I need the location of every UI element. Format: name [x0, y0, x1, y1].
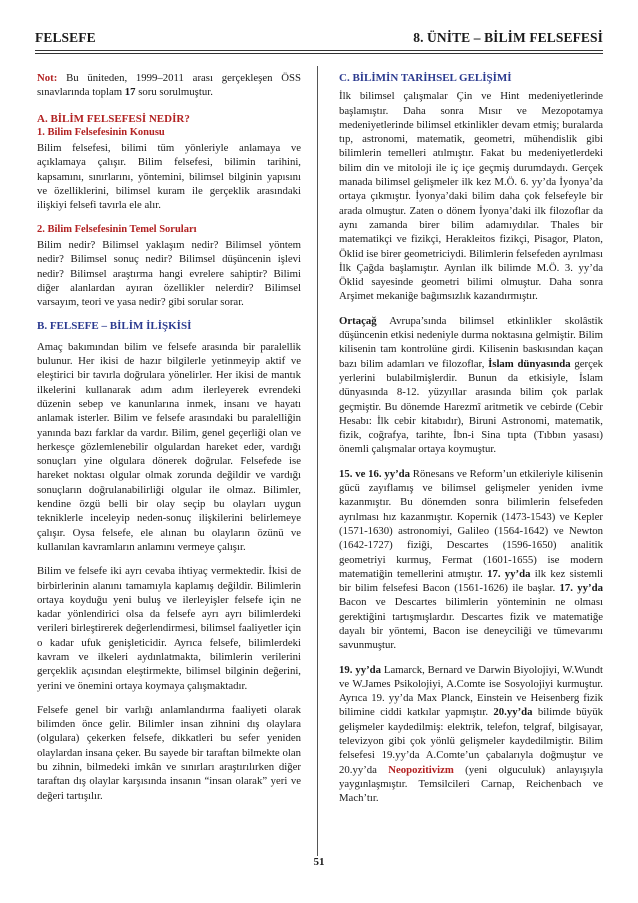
- century-19-text-3: (yeni olguculuk) anlayışıyla yaygınlaşmıştır. Temsilcileri Carnap, Reichenbach ve Mach’tır.: [339, 763, 603, 805]
- note-text-end: soru sorulmuştur.: [135, 86, 213, 99]
- section-c-title: C. BİLİMİN TARİHSEL GELİŞİMİ: [339, 72, 512, 84]
- section-b-paragraph-2: Bilim ve felsefe iki ayrı cevaba ihtiyaç vermektedir. İkisi de birbirlerinin alanını tamamıyla kaplamış değildir. Bilimlerin ortaya koyduğu yeni buluş ve ilerleyişler felsefe için ne kadar yönlendirici olsa da felsefe ayrı ayrı bilimlerdeki verileri birleştirerek değerlendirmesi, bilimsel faaliyetler için o kadar ufuk genişleticidir. Ayrıca felsefe, bilimlerdeki kavram ve ilkeleri aydınlatmakta, bilimlerin verilerini gerçeklik açısından eleştirmekte, bilimsel bilginin değerini, yerini ve önemini ortaya koymaya çalışmaktadır.: [37, 565, 301, 692]
- note-label: Not:: [37, 72, 58, 84]
- renaissance-paragraph: [339, 467, 603, 653]
- note-paragraph: [37, 71, 301, 100]
- century-17-emphasis-1: 17. yy’da: [487, 567, 531, 580]
- century-20-emphasis: 20.yy’da: [493, 706, 533, 719]
- subsection-2-text: Bilim nedir? Bilimsel yaklaşım nedir? Bilimsel yöntem nedir? Bilimsel sonuç nedir? Bilimsel düşüncenin işlevi nedir? Bilimsel araştırma hangi evrelere sahiptir? Bilimi diğer alanlardan ayıran özellikler nelerdir? Bilimsel varsayım, teori ve yasa nedir? gibi sorular sorar.: [37, 238, 301, 309]
- islam-world-emphasis: İslam dünyasında: [488, 357, 571, 370]
- century-17-emphasis-2: 17. yy’da: [559, 582, 603, 595]
- section-b-title: B. FELSEFE – BİLİM İLİŞKİSİ: [37, 320, 192, 333]
- section-b-paragraph-3: Felsefe genel bir varlığı anlamlandırma faaliyeti olarak bilimden önce gelir. Bilimler insan zihnini dış olaylara (olgulara) çekerken felsefe, dikkatleri bu sefer yeniden olaylardan insana çeker. Bu sayede bir taraftan bilmekte olan bu zihnin, bilmedeki imkân ve sınırları araştırılırken diğer taraftan dış olaylar karşısında insanın “insan olarak” yeri ve değeri tartışılır.: [37, 703, 301, 802]
- section-b-paragraph-1: Amaç bakımından bilim ve felsefe arasında bir paralellik bulunur. Her ikisi de hazır bilgilerle yetinmeyip aktif ve eleştirici bir tavırla doğrulara yönelirler. Her ikisi de mantık ilkelerini kullanarak adım adım ilerleyerek evrendeki düzenin sebep ve kanunlarına inmek, insanı ve hayatı anlamak isterler. Bilim ve felsefe arasındaki bu paralelliğin yanında bazı farklar da vardır. Bilim, genel geçerliği olan ve herkesçe gözlemlenebilir olgulardan hareket eder, vardığı sonuçları yine olgulara dönerek doğrular. Felsefede ise hareket noktası olgular olmak zorunda değildir ve vardığı sonuçların doğrulanabilirliği olgular ile olmaz. Bilimler, kendine özgü belli bir olay seçip bu olayları uygun tekniklerle inceleyip neden-sonuç ilişkilerini belirlemeye çalışır. Oysa felsefe, ele alınan bu olayların özünü ve kullanılan kavramların anlamını vermeye çalışır.: [37, 340, 301, 553]
- section-c-paragraph-1: İlk bilimsel çalışmalar Çin ve Hint medeniyetlerinde başlamıştır. Daha sonra Mısır ve Mezopotamya medeniyetlerinde bilimsel etkinlikler devam etmiş; buralarda tıp, astronomi, matematik, geometri, mühendislik gibi bilimlerin temelleri atılmıştır. Fakat bu medeniyetlerdeki bilim din ve mitoloji ile iç içe geçmiş durumdaydı. Gerçek manada bilimsel gelişmeler ilk kez M.Ö. 6. yy’da İyonya’da ortaya çıkmıştır. İyonya’daki bilim daha çok felsefeyle bir arada olmuştur. Zaten o dönem İyonya’daki ilk filozoflar da aynı zamanda birer bilim adamıydılar. Thales bir matematikçi ve fizikçi, Herakleitos fizikçi, Pisagor, Platon, Öklid ise birer geometriciydi. Bilimlerin felsefeden ayrılması İlk Çağda başlamıştır. Ayrılan ilk bilimde M.Ö. 3. yy’da Öklid sayesinde geometri bilimi olmuştur. Daha sonra Arşimet mekaniğe bağımsızlık kazandırmıştır.: [339, 90, 603, 303]
- column-divider: [317, 66, 318, 856]
- header-left: FELSEFE: [35, 30, 96, 45]
- subsection-1-text: Bilim felsefesi, bilimi tüm yönleriyle anlamaya ve açıklamaya çalışır. Bilim felsefesi, bilimin tarihini, kapsamını, sınırlarını, yöntemini, bilimsel bilginin yapısını ve özelliklerini, bilimsel kuram ile gerçeklik arasındaki ilişkiyi felsefi tavırla ele alır.: [37, 142, 301, 212]
- page-header: [35, 30, 603, 46]
- century-19-lead: 19. yy’da: [339, 663, 382, 676]
- right-column: [339, 71, 603, 816]
- section-a-title: A. BİLİM FELSEFESİ NEDİR?: [37, 112, 190, 125]
- page-number: 51: [313, 856, 325, 868]
- middle-ages-paragraph: [339, 314, 603, 457]
- header-rule-thick: [35, 50, 603, 51]
- middle-ages-text-1: Avrupa’sında bilimsel etkinlikler skolâstik düşüncenin etkisi nedeniyle durma noktasına gelmiştir. Bilim kilisenin tam kontrolüne girdi. Kilisenin baskısından kaçan bazı bilim adamları ve filozoflar,: [339, 314, 603, 370]
- renaissance-text-2: ilk kez sistemli bir bilim felsefesi Bacon (1561-1626) ile başlar.: [339, 567, 603, 595]
- century-19-text-1: Lamarck, Bernard ve Darwin Biyolojiyi, W.Wundt ve W.James Psikolojiyi, A.Comte ise Sosyolojiyi kurmuştur. Ayrıca 19. yy’da Max Planck, Einstein ve Heisenberg fizik bilimine ciddi katkılar yapmıştır.: [339, 663, 603, 719]
- renaissance-text-1: Rönesans ve Reform’un etkileriyle kilisenin gücü zayıflamış ve bilimsel gelişmeler yeniden ivme kazanmıştır. Bu dönemden sonra bilimlerin felsefeden ayrılması hız kazanmıştır. Kopernik (1473-1543) ve Kepler (1571-1630) astronomiyi, Galileo (1564-1642) ve Newton (1642-1727) fiziği, Descartes (1596-1650) analitik geometriyi kurmuş, Fermat (1601-1655) ise modern matematiğin temellerini atmıştır.: [339, 467, 603, 580]
- header-right: 8. ÜNİTE – BİLİM FELSEFESİ: [413, 30, 603, 45]
- century-19-text-2: bilimde büyük gelişmeler kaydedilmiş: elektrik, telefon, telgraf, bilgisayar, televizyon gibi çok yönlü gelişmeler kaydedilmiştir. Bilim felsefesi 19.yy’da A.Comte’un çabalarıyla doğmuştur ve 20.yy’da: [339, 706, 603, 776]
- century-19-paragraph: [339, 663, 603, 806]
- left-column: [37, 71, 301, 813]
- middle-ages-text-2: gerçek yerlerini bulabilmişlerdir. Bunun da etkisiyle, İslam dünyasında 8-12. yüzyıllar arasında bilim çok parlak geçmiştir. Bu dönemde Harezmî aritmetik ve cebirde (Cebir Hesabı: İlk cebir kitabıdır), Biruni Astronomi, matematik, fizik, coğrafya, tarihte, İbn-i Sina tıpta (Tıbbın yasası) önemli çalışmalar ortaya koymuştur.: [339, 357, 603, 456]
- neopositivism-emphasis: Neopozitivizm: [388, 763, 454, 776]
- note-count: 17: [124, 86, 136, 99]
- middle-ages-lead: Ortaçağ: [339, 314, 377, 327]
- header-rule-thin: [35, 53, 603, 54]
- subsection-1-title: 1. Bilim Felsefesinin Konusu: [37, 126, 165, 138]
- subsection-2-title: 2. Bilim Felsefesinin Temel Soruları: [37, 223, 197, 235]
- renaissance-lead: 15. ve 16. yy’da: [339, 467, 411, 480]
- renaissance-text-3: Bacon ve Descartes bilimlerin yönteminin ne olması gerektiğini tartışmışlardır. Descartes fizik ve matematiğe dayalı bir yöntemi, Bacon ise deneyciliği ve tümevarımı savunmuştur.: [339, 596, 603, 652]
- note-text: Bu üniteden, 1999–2011 arası gerçekleşen ÖSS sınavlarında toplam: [37, 72, 301, 99]
